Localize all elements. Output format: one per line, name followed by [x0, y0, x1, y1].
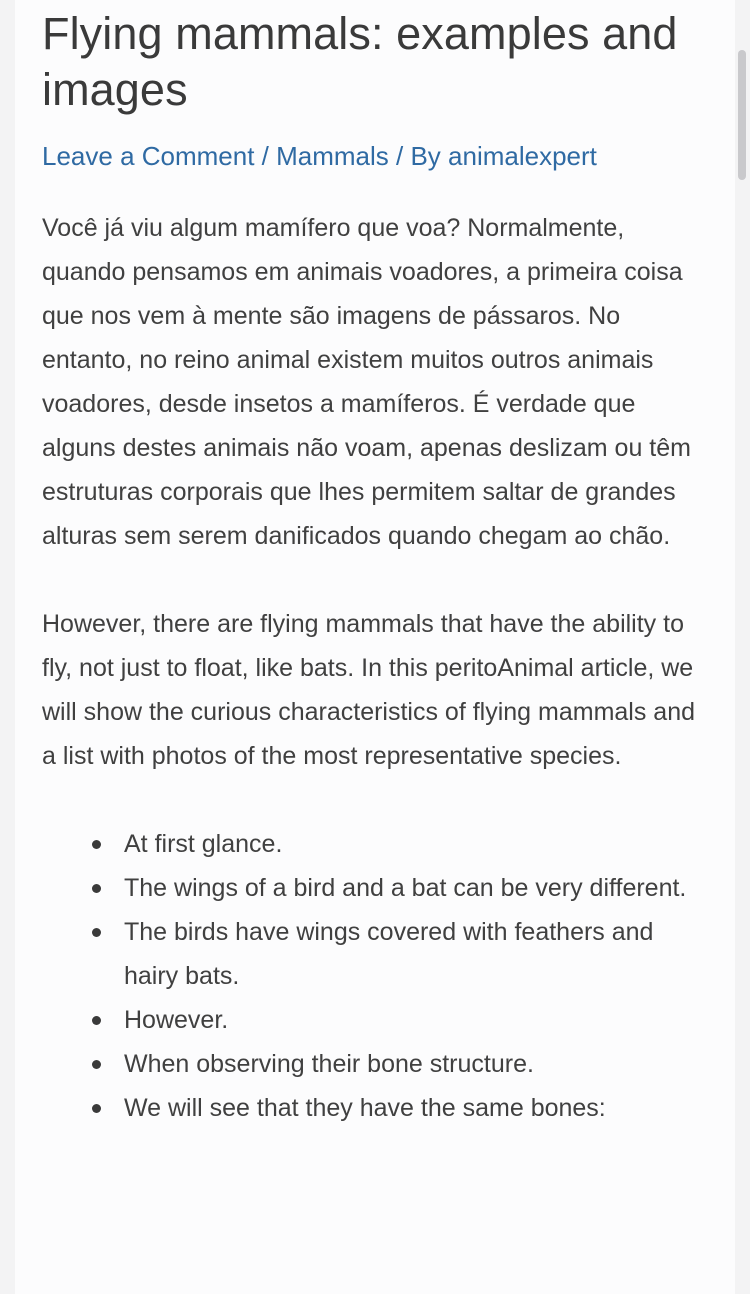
bullet-icon — [92, 1060, 101, 1069]
second-paragraph: However, there are flying mammals that have the ability to fly, not just to float, like bats. In this peritoAnimal article, we will show the curious characteristics of flying mammals and a list with photos of the most representative species. — [42, 610, 696, 770]
list-item-text: At first glance. — [124, 830, 283, 858]
list-item — [124, 822, 710, 866]
list-item-text: The birds have wings covered with feathers and hairy bats. — [124, 918, 654, 990]
intro-paragraph: Você já viu algum mamífero que voa? Normalmente, quando pensamos em animais voadores, a primeira coisa que nos vem à mente são imagens de pássaros. No entanto, no reino animal existem muitos outros animais voadores, desde insetos a mamíferos. É verdade que alguns destes animais não voam, apenas deslizam ou têm estruturas corporais que lhes permitem saltar de grandes alturas sem serem danificados quando chegam ao chão. — [42, 214, 691, 550]
bullet-list — [42, 822, 710, 1130]
bullet-icon — [92, 1016, 101, 1025]
post-meta — [42, 140, 710, 172]
list-item-text: However. — [124, 1006, 229, 1034]
list-item-text: The wings of a bird and a bat can be very different. — [124, 874, 687, 902]
list-item-text: When observing their bone structure. — [124, 1050, 534, 1078]
bullet-icon — [92, 928, 101, 937]
article-container — [15, 0, 735, 1294]
scrollbar-thumb[interactable] — [738, 50, 746, 180]
leave-comment-link[interactable]: Leave a Comment — [42, 141, 255, 171]
category-link-mammals[interactable]: Mammals — [276, 141, 389, 171]
meta-separator: / — [254, 141, 277, 171]
list-item — [124, 1042, 710, 1086]
list-item — [124, 910, 710, 998]
list-item — [124, 998, 710, 1042]
meta-separator-by: / By — [388, 141, 449, 171]
bullet-icon — [92, 884, 101, 893]
author-link[interactable]: animalexpert — [448, 141, 597, 171]
bullet-icon — [92, 1104, 101, 1113]
bullet-icon — [92, 840, 101, 849]
list-item — [124, 866, 710, 910]
page-title: Flying mammals: examples and images — [42, 8, 678, 115]
list-item — [124, 1086, 710, 1130]
list-item-text: We will see that they have the same bones: — [124, 1094, 606, 1122]
article-content — [42, 6, 710, 1130]
